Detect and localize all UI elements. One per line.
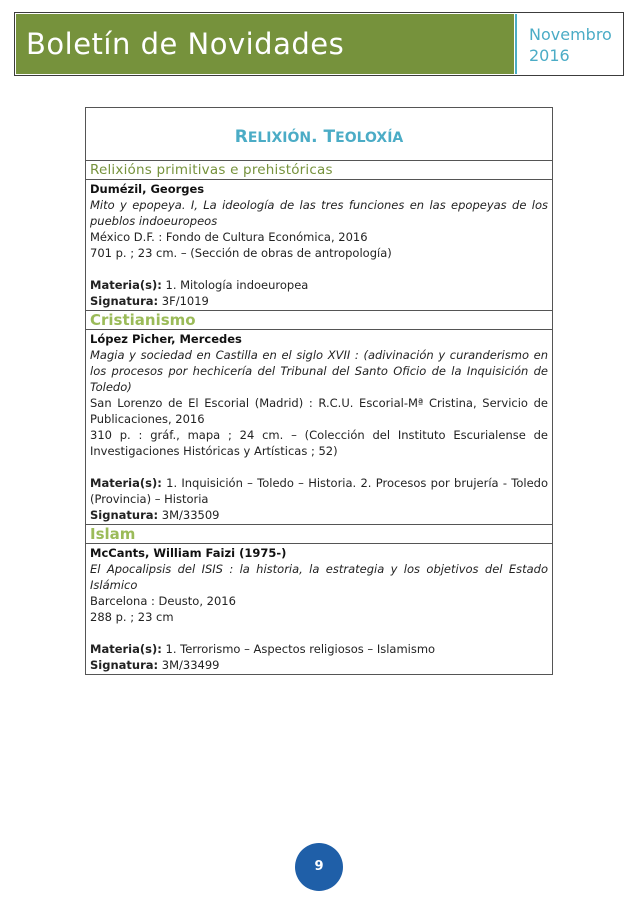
bulletin-title: Boletín de Novidades [16, 14, 514, 74]
entry-author: López Picher, Mercedes [90, 332, 242, 346]
page-number-badge: 9 [295, 843, 343, 891]
entry-signatura: Signatura: 3M/33509 [90, 508, 220, 522]
entry-publication: México D.F. : Fondo de Cultura Económica, 2016 [90, 230, 368, 244]
bulletin-year: 2016 [529, 46, 570, 65]
entry-publication: San Lorenzo de El Escorial (Madrid) : R.C.U. Escorial-Mª Cristina, Servicio de Publicaciones, 2016 [90, 396, 548, 426]
catalog-entry [86, 330, 552, 525]
entry-title: El Apocalipsis del ISIS : la historia, la estrategia y los objetivos del Estado Islámico [90, 562, 548, 592]
entry-materia: Materia(s): 1. Inquisición – Toledo – Historia. 2. Procesos por brujería - Toledo (Provincia) – Historia [90, 476, 548, 506]
entry-signatura: Signatura: 3M/33499 [90, 658, 220, 672]
catalog-table [85, 107, 553, 675]
bulletin-header [14, 12, 624, 76]
entry-title: Mito y epopeya. I, La ideología de las tres funciones en las epopeyas de los pueblos indoeuropeos [90, 198, 548, 228]
entry-title: Magia y sociedad en Castilla en el siglo XVII : (adivinación y curanderismo en los procesos por hechicería del Tribunal del Santo Oficio de la Inquisición de Toledo) [90, 348, 548, 394]
entry-signatura: Signatura: 3F/1019 [90, 294, 209, 308]
entry-materia: Materia(s): 1. Mitología indoeuropea [90, 278, 309, 292]
catalog-entry [86, 544, 552, 674]
entry-author: McCants, William Faizi (1975-) [90, 546, 287, 560]
spacer [90, 261, 548, 277]
entry-physical: 310 p. : gráf., mapa ; 24 cm. – (Colección del Instituto Escurialense de Investigaciones Históricas y Artísticas ; 52) [90, 428, 548, 458]
spacer [90, 625, 548, 641]
entry-physical: 288 p. ; 23 cm [90, 610, 174, 624]
entry-materia: Materia(s): 1. Terrorismo – Aspectos religiosos – Islamismo [90, 642, 436, 656]
entry-publication: Barcelona : Deusto, 2016 [90, 594, 236, 608]
category-heading: Relixións primitivas e prehistóricas [86, 161, 552, 180]
bulletin-month: Novembro [529, 25, 612, 44]
catalog-entry [86, 180, 552, 311]
entry-physical: 701 p. ; 23 cm. – (Sección de obras de antropología) [90, 246, 392, 260]
entry-author: Dumézil, Georges [90, 182, 205, 196]
section-heading: RELIXIÓN. TEOLOXÍA [86, 108, 552, 161]
bulletin-date [515, 14, 623, 74]
spacer [90, 459, 548, 475]
category-heading: Islam [86, 525, 552, 544]
category-heading: Cristianismo [86, 311, 552, 330]
